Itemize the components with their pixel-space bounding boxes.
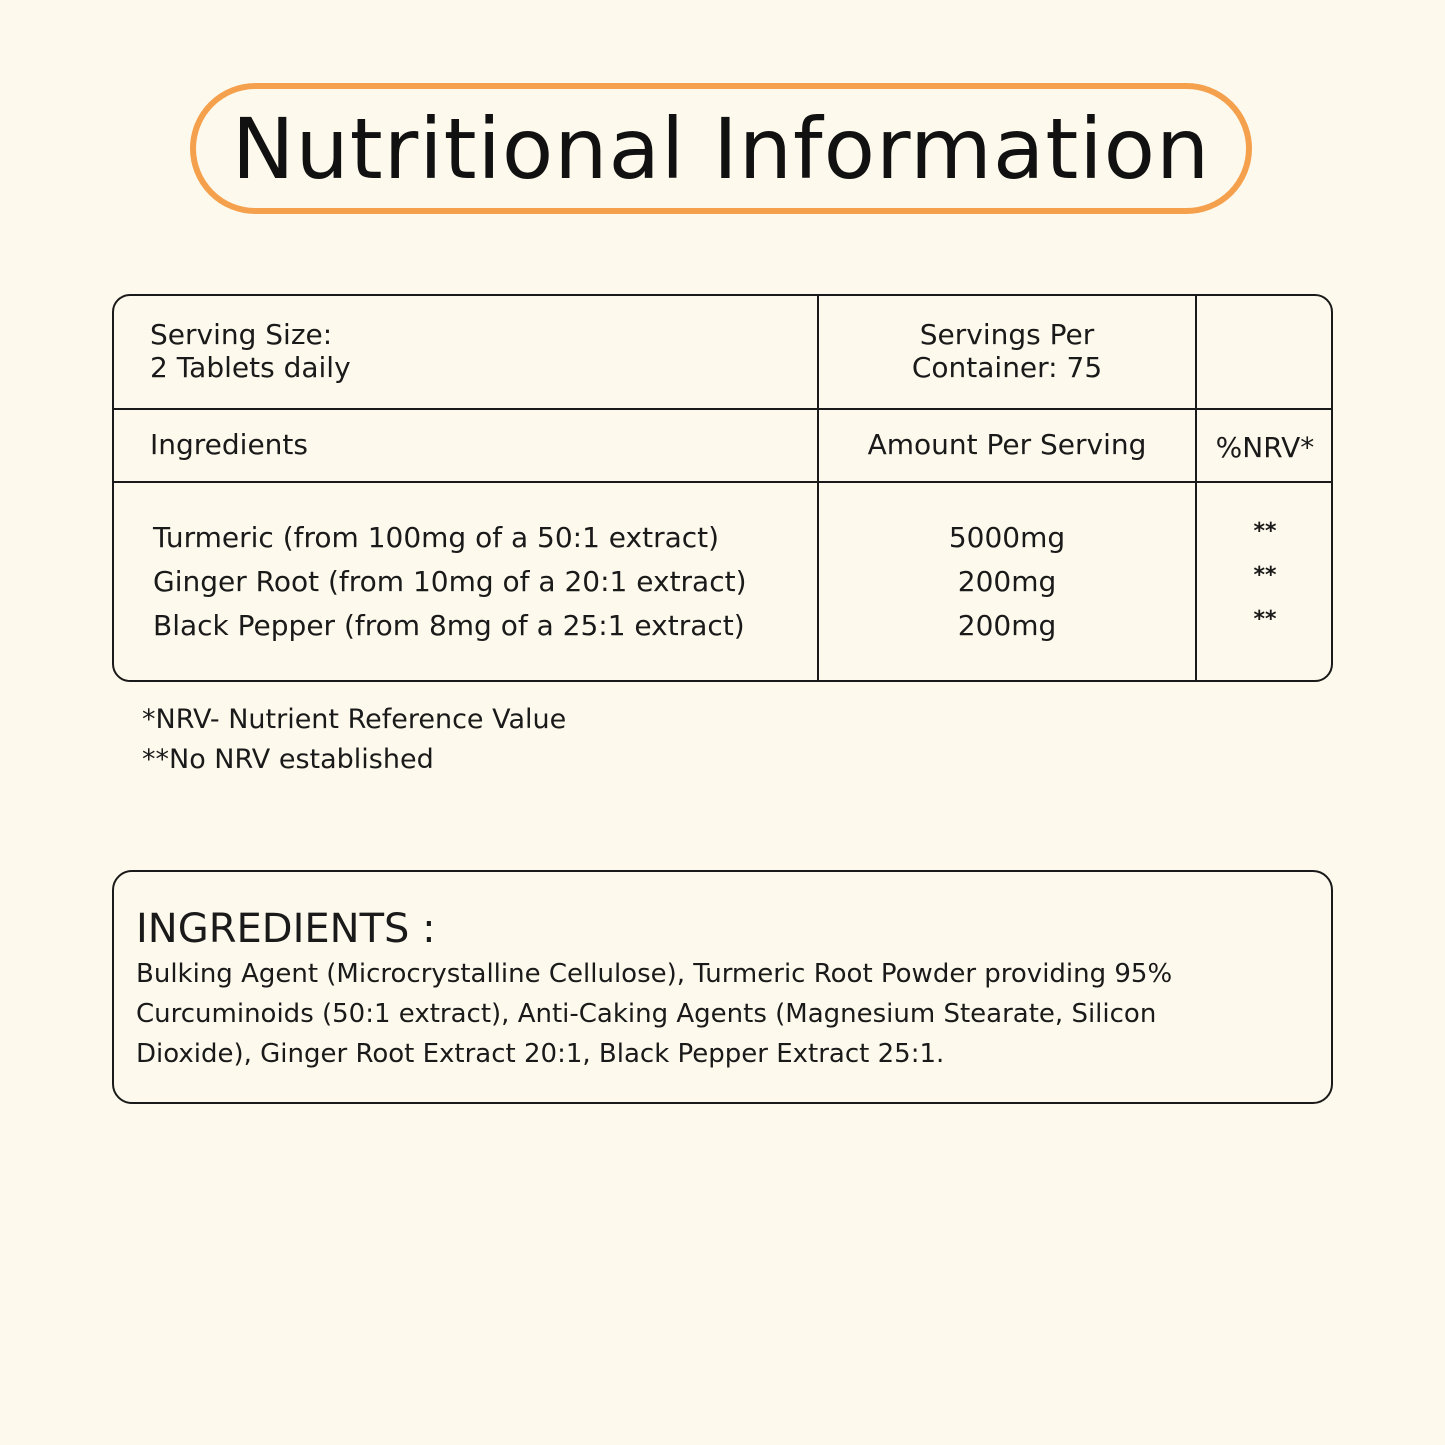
- row-divider-1: [114, 408, 1331, 410]
- table-row-nrv: **: [1253, 563, 1277, 588]
- ingredient-amounts: [819, 516, 1195, 648]
- ingredient-nrv-values: [1197, 510, 1333, 642]
- table-row-amount: 5000mg: [948, 521, 1066, 554]
- nutrition-table: [112, 294, 1333, 682]
- nrv-column-header: %NRV*: [1215, 431, 1315, 464]
- amount-column-header: Amount Per Serving: [867, 428, 1147, 461]
- servings-per-label: Servings Per: [919, 318, 1095, 351]
- ingredients-heading: INGREDIENTS :: [136, 906, 436, 952]
- ingredients-column-header: Ingredients: [150, 428, 308, 461]
- table-row-nrv: **: [1253, 607, 1277, 632]
- servings-per-value: Container: 75: [911, 351, 1103, 384]
- table-row-ingredient: Turmeric (from 100mg of a 50:1 extract): [153, 521, 720, 554]
- table-row-ingredient: Black Pepper (from 8mg of a 25:1 extract): [153, 609, 745, 642]
- table-row-amount: 200mg: [957, 565, 1057, 598]
- footnotes: [142, 700, 566, 780]
- serving-size-cell: [150, 318, 351, 384]
- title-banner: [190, 83, 1252, 214]
- nrv-definition-note: *NRV- Nutrient Reference Value: [142, 704, 567, 735]
- ingredients-text: Bulking Agent (Microcrystalline Cellulose), Turmeric Root Powder providing 95% Curcuminoids (50:1 extract), Anti-Caking Agents (Magnesium Stearate, Silicon Dioxide), Ginger Root Extract 20:1, Black Pepper Extract 25:1.: [136, 959, 1173, 1069]
- no-nrv-note: **No NRV established: [142, 744, 434, 775]
- serving-size-value: 2 Tablets daily: [150, 351, 351, 384]
- ingredient-names: [153, 516, 747, 648]
- serving-size-label: Serving Size:: [150, 318, 333, 351]
- page-title: Nutritional Information: [231, 99, 1211, 198]
- table-row-ingredient: Ginger Root (from 10mg of a 20:1 extract): [153, 565, 747, 598]
- ingredients-panel: [112, 870, 1333, 1104]
- table-row-nrv: **: [1253, 519, 1277, 544]
- servings-per-container-cell: [819, 318, 1195, 384]
- row-divider-2: [114, 481, 1331, 483]
- table-row-amount: 200mg: [957, 609, 1057, 642]
